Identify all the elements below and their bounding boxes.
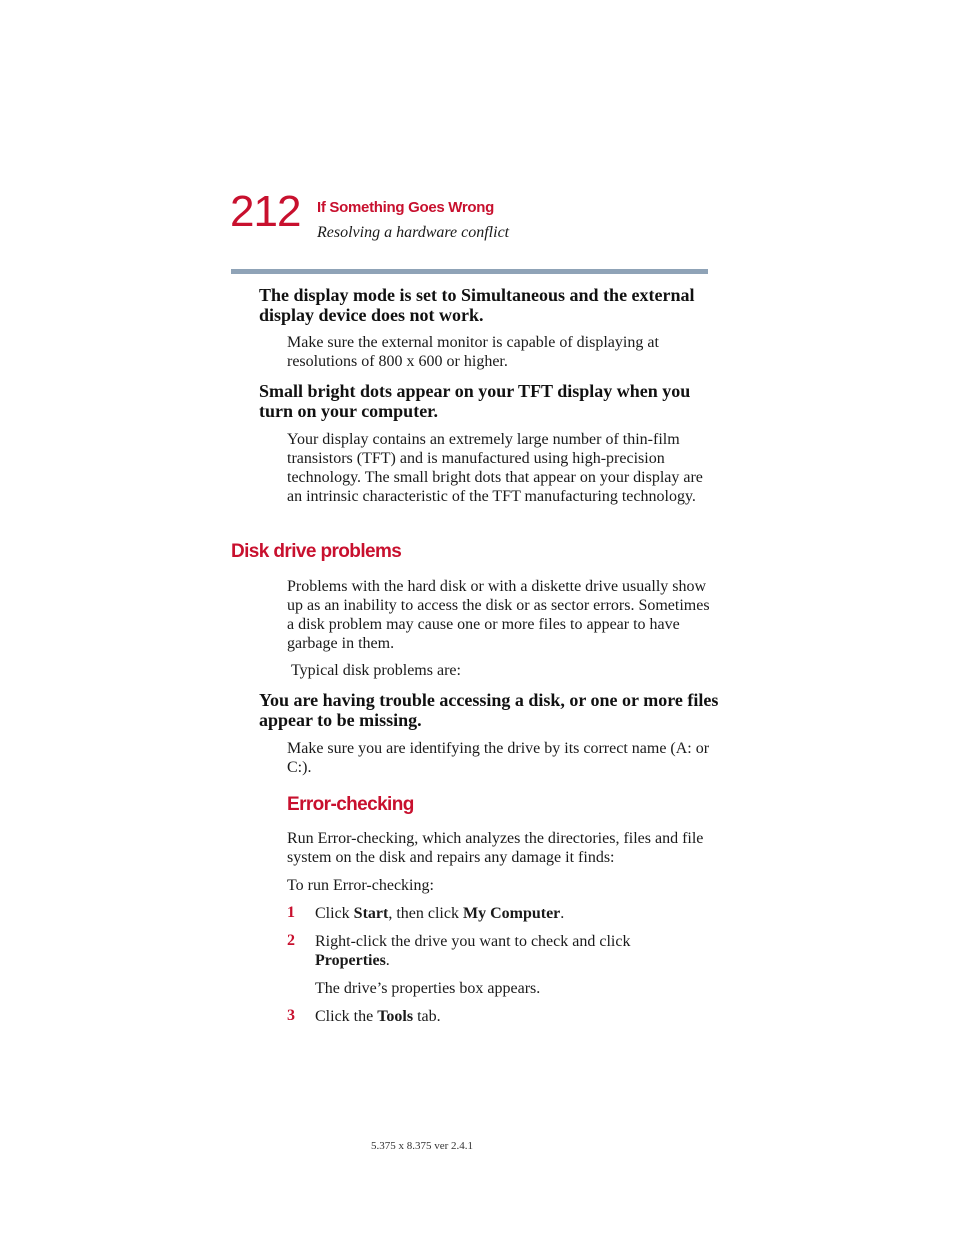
header-rule (231, 269, 708, 274)
step-number: 1 (287, 904, 295, 921)
question-heading-missing-files: You are having trouble accessing a disk, or one or more files appear to be missing. (259, 690, 719, 730)
answer-display-mode: Make sure the external monitor is capable of displaying at resolutions of 800 x 600 or higher. (287, 334, 659, 370)
to-run-intro: To run Error-checking: (287, 877, 434, 894)
disk-drive-problems-body: Problems with the hard disk or with a diskette drive usually show up as an inability to access the disk or as sector errors. Sometimes a disk problem may cause one or more files to appear to have garbage in them. (287, 578, 710, 652)
disk-drive-problems-heading: Disk drive problems (231, 541, 402, 562)
page-number: 212 (230, 187, 301, 236)
answer-bright-dots: Your display contains an extremely large number of thin-film transistors (TFT) and is manufactured using high-precision technology. The small bright dots that appear on your display are an intrinsic characteristic of the TFT manufacturing technology. (287, 431, 703, 505)
step-text: Click the Tools tab. (315, 1008, 441, 1025)
step-number: 3 (287, 1007, 295, 1024)
question-heading-bright-dots: Small bright dots appear on your TFT display when you turn on your computer. (259, 381, 691, 421)
footer-spec: 5.375 x 8.375 ver 2.4.1 (371, 1140, 474, 1152)
chapter-title: If Something Goes Wrong (317, 199, 494, 216)
step-result: The drive’s properties box appears. (315, 980, 541, 997)
question-heading-display-mode: The display mode is set to Simultaneous and the external display device does not work. (259, 285, 695, 325)
step-text: Right-click the drive you want to check and click Properties. (315, 933, 631, 969)
error-checking-heading: Error-checking (287, 794, 414, 815)
step-number: 2 (287, 932, 295, 949)
section-title: Resolving a hardware conflict (317, 224, 510, 241)
error-checking-body: Run Error-checking, which analyzes the directories, files and file system on the disk and repairs any damage it finds: (287, 830, 704, 866)
answer-missing-files: Make sure you are identifying the drive by its correct name (A: or C:). (287, 740, 710, 776)
typical-problems-intro: Typical disk problems are: (291, 662, 461, 679)
step-text: Click Start, then click My Computer. (315, 905, 565, 922)
